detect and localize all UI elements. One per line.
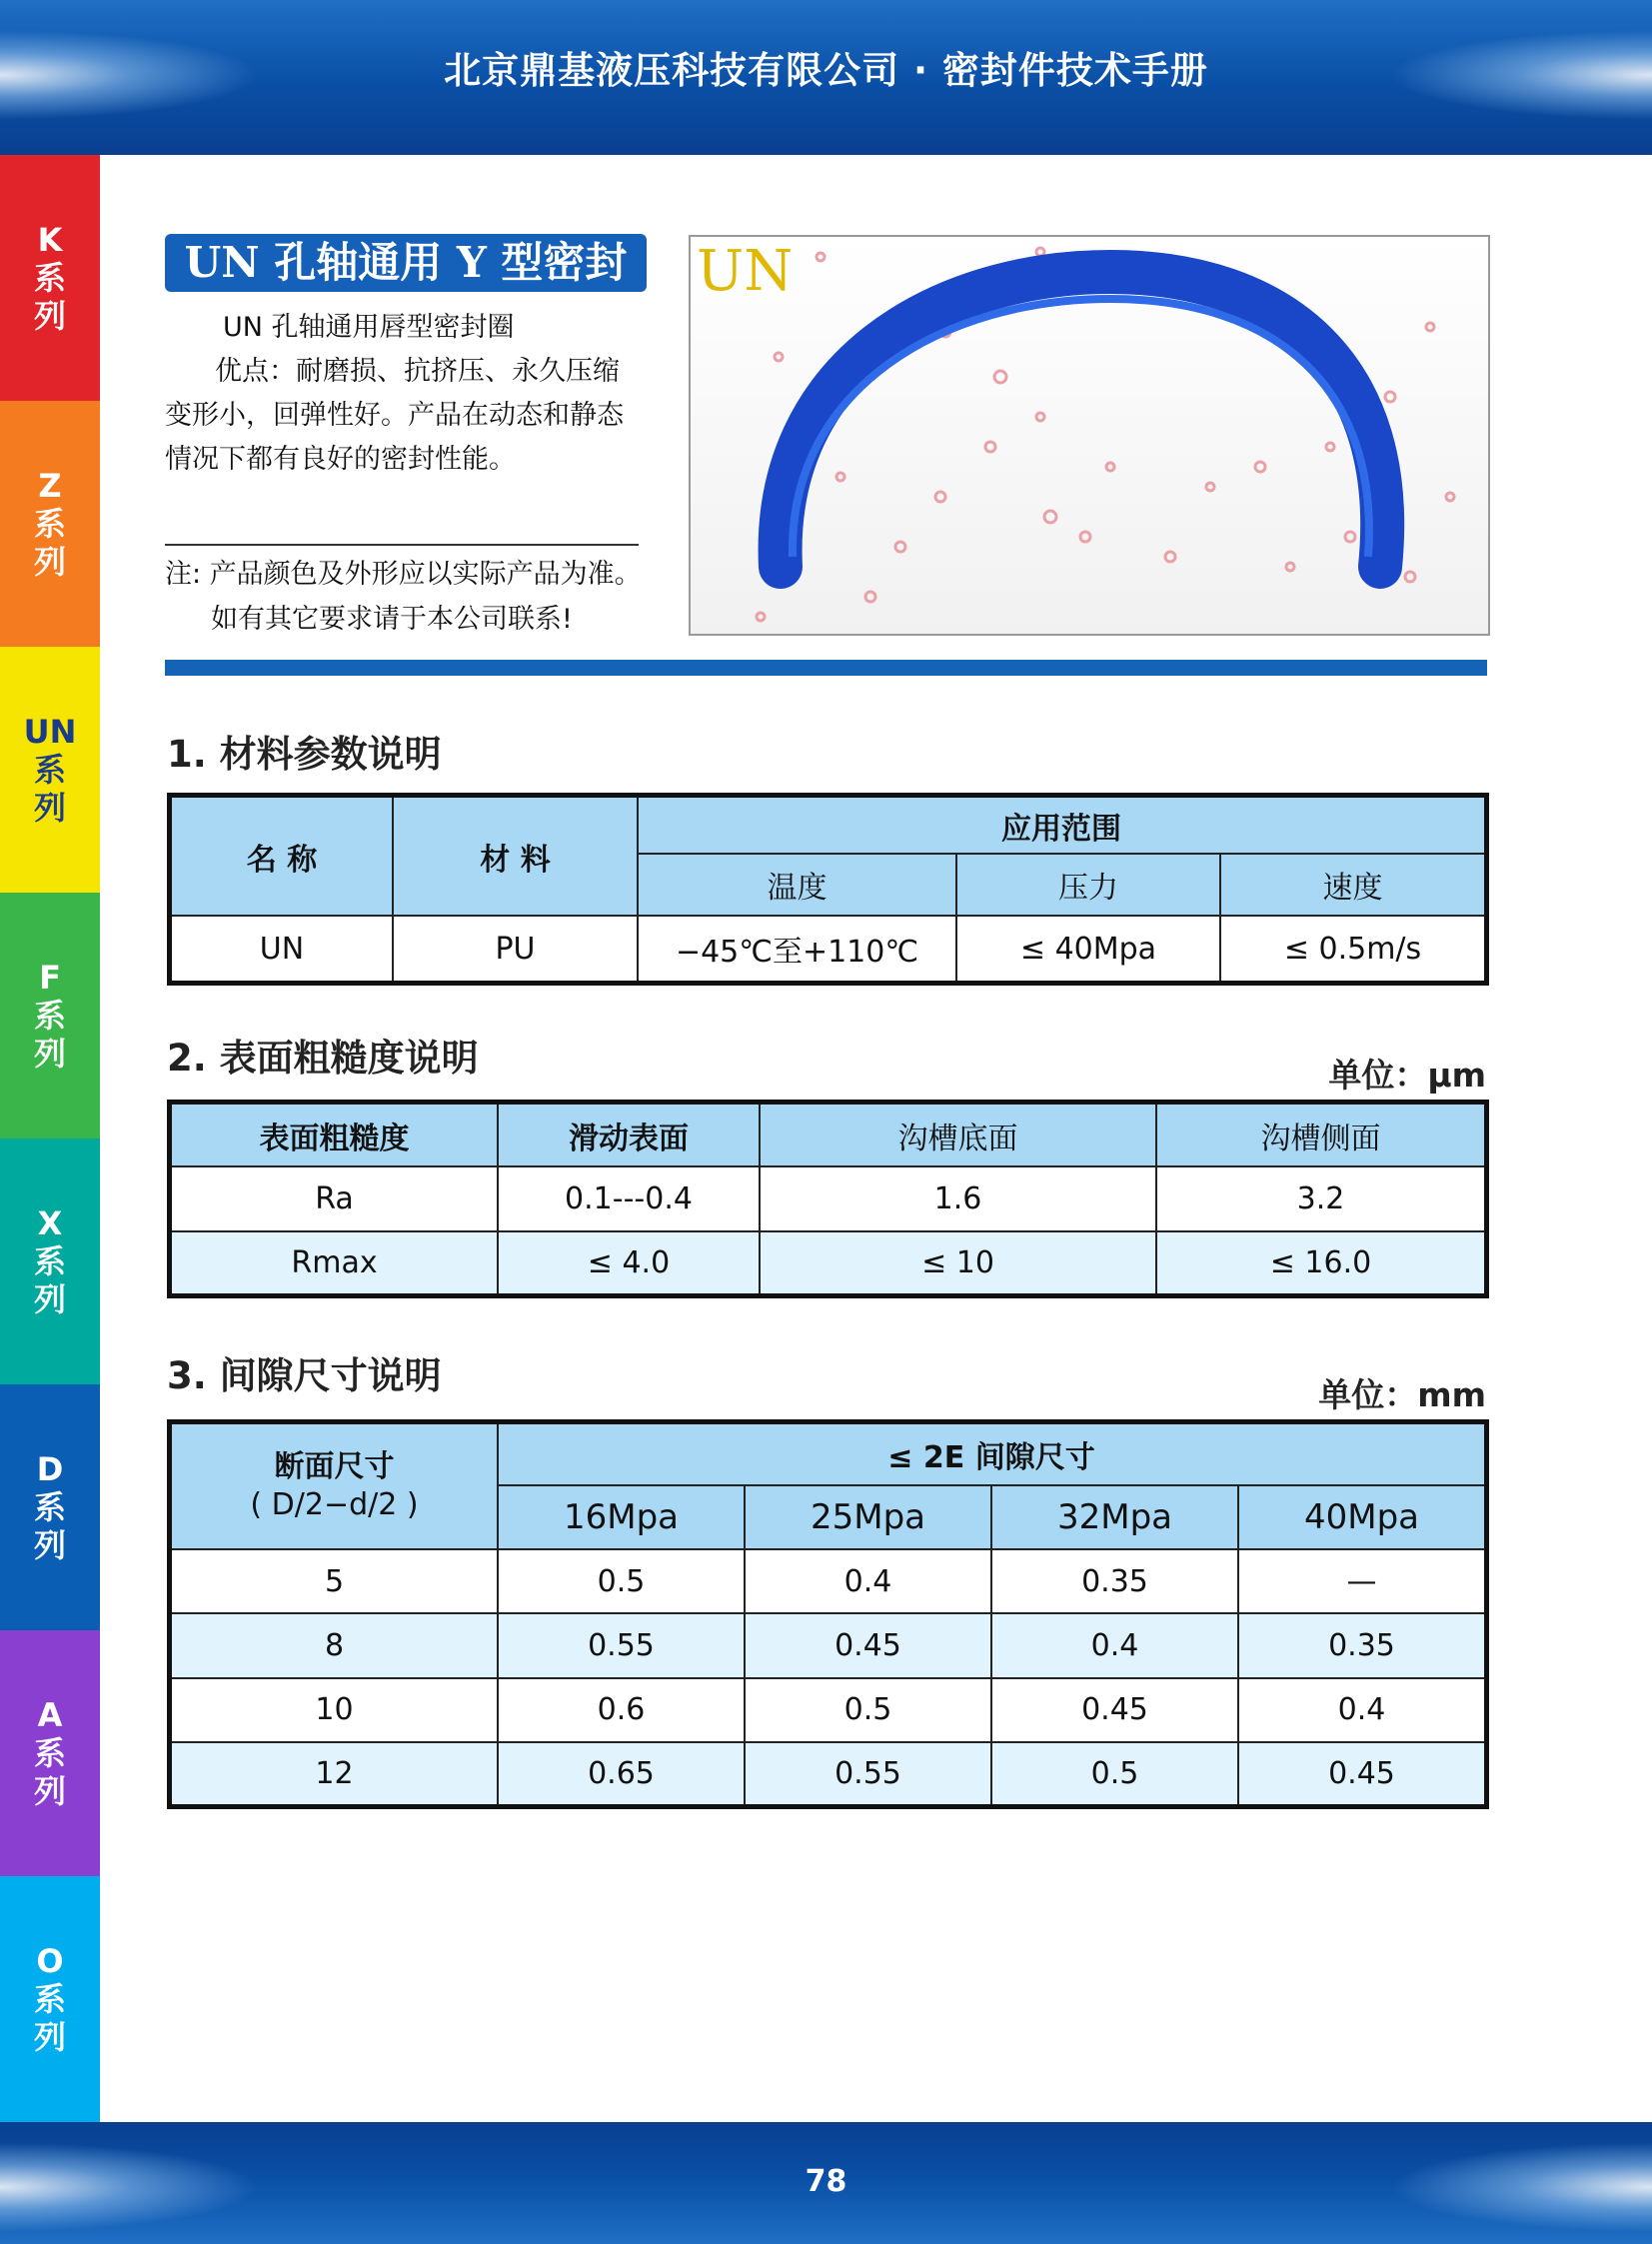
cell-material: PU [393, 916, 638, 983]
tab-letter: F [39, 959, 61, 997]
table-row [170, 1231, 1487, 1296]
table-cell: Rmax [170, 1231, 499, 1296]
table-cell: 0.45 [745, 1613, 991, 1677]
tab-letter: Z [38, 467, 62, 505]
table-cell: — [1238, 1549, 1487, 1613]
header-section-size [170, 1422, 499, 1550]
table-cell: 0.5 [498, 1549, 745, 1613]
sidebar-tab-x-series[interactable] [0, 1138, 100, 1384]
table-cell: 0.4 [991, 1613, 1238, 1677]
table-cell: 0.4 [1238, 1678, 1487, 1742]
table-cell: Ra [170, 1166, 499, 1231]
tab-letter: X [37, 1204, 63, 1242]
tab-char: 列 [33, 543, 66, 581]
sidebar-tab-d-series[interactable] [0, 1384, 100, 1630]
tab-char: 列 [33, 1280, 66, 1318]
table-row [170, 1742, 1487, 1806]
tab-char: 列 [33, 2018, 66, 2056]
table-cell: 0.5 [745, 1678, 991, 1742]
tab-char: 系 [33, 1242, 66, 1280]
header-application-range: 应用范围 [638, 796, 1487, 855]
table-cell: 0.6 [498, 1678, 745, 1742]
header-pressure-25: 25Mpa [745, 1485, 991, 1549]
section-2-title: 2. 表面粗糙度说明 [167, 1037, 479, 1080]
header-roughness: 表面粗糙度 [170, 1103, 499, 1167]
product-note-line-1: 注: 产品颜色及外形应以实际产品为准。 [165, 559, 642, 590]
header-speed: 速度 [1220, 854, 1487, 916]
tab-char: 系 [33, 1734, 66, 1772]
product-advantages-line-1: 优点：耐磨损、抗挤压、永久压缩 [215, 356, 620, 387]
section-2-unit: 单位：μm [1328, 1056, 1486, 1095]
tab-char: 列 [33, 297, 66, 335]
table-cell: 0.55 [745, 1742, 991, 1806]
sidebar-tab-un-series[interactable] [0, 647, 100, 893]
table-cell: 5 [170, 1549, 499, 1613]
header-groove-side: 沟槽侧面 [1156, 1103, 1487, 1167]
table-cell: 12 [170, 1742, 499, 1806]
tab-char: 系 [33, 1980, 66, 2018]
tab-char: 系 [33, 1488, 66, 1526]
table-cell: 0.1---0.4 [498, 1166, 760, 1231]
table-cell: 0.4 [745, 1549, 991, 1613]
table-cell: 0.35 [991, 1549, 1238, 1613]
table-cell: 0.45 [1238, 1742, 1487, 1806]
tab-char: 列 [33, 1772, 66, 1810]
sidebar-tab-z-series[interactable] [0, 401, 100, 647]
product-note-line-2: 如有其它要求请于本公司联系! [211, 604, 573, 635]
header-pressure-40: 40Mpa [1238, 1485, 1487, 1549]
photo-label: UN [697, 239, 794, 304]
product-name-line: UN 孔轴通用唇型密封圈 [223, 312, 515, 343]
table-cell: 1.6 [760, 1166, 1156, 1231]
cell-pressure: ≤ 40Mpa [956, 916, 1220, 983]
header-name: 名 称 [170, 796, 394, 917]
table-cell: 0.55 [498, 1613, 745, 1677]
tab-char: 列 [33, 789, 66, 827]
table-cell: 8 [170, 1613, 499, 1677]
header-pressure: 压力 [956, 854, 1220, 916]
header-sliding-surface: 滑动表面 [498, 1103, 760, 1167]
page-header-title: 北京鼎基液压科技有限公司 · 密封件技术手册 [444, 49, 1208, 92]
table-cell: 0.5 [991, 1742, 1238, 1806]
section-3-unit: 单位：mm [1318, 1375, 1486, 1414]
tab-letter: K [37, 221, 63, 259]
header-clearance-group: ≤ 2E 间隙尺寸 [498, 1422, 1487, 1485]
table-cell: ≤ 4.0 [498, 1231, 760, 1296]
table-cell: 10 [170, 1678, 499, 1742]
note-divider [165, 544, 639, 546]
tab-char: 系 [33, 997, 66, 1035]
product-title: UN 孔轴通用 Y 型密封 [165, 234, 647, 292]
header-groove-bottom: 沟槽底面 [760, 1103, 1156, 1167]
table-row [170, 1678, 1487, 1742]
header-pressure-32: 32Mpa [991, 1485, 1238, 1549]
header-section-size-label: 断面尺寸 [274, 1449, 395, 1485]
tab-char: 系 [33, 259, 66, 297]
clearance-size-table [167, 1419, 1489, 1809]
table-cell: ≤ 16.0 [1156, 1231, 1487, 1296]
header-pressure-16: 16Mpa [498, 1485, 745, 1549]
surface-roughness-table [167, 1100, 1489, 1298]
seal-ring-illustration [691, 237, 1488, 634]
product-advantages-line-3: 情况下都有良好的密封性能。 [165, 444, 516, 475]
tab-letter: A [37, 1696, 63, 1734]
section-rule [165, 660, 1487, 676]
cell-speed: ≤ 0.5m/s [1220, 916, 1487, 983]
section-3-title: 3. 间隙尺寸说明 [167, 1354, 442, 1397]
table-row [170, 1613, 1487, 1677]
table-cell: 0.45 [991, 1678, 1238, 1742]
footer-band [0, 2122, 1652, 2244]
tab-char: 列 [33, 1526, 66, 1564]
table-row [170, 1549, 1487, 1613]
sidebar-tab-o-series[interactable] [0, 1876, 100, 2122]
product-advantages-line-2: 变形小，回弹性好。产品在动态和静态 [165, 400, 624, 431]
table-row [170, 1166, 1487, 1231]
sidebar-tab-a-series[interactable] [0, 1630, 100, 1876]
header-band [0, 0, 1652, 155]
header-temperature: 温度 [638, 854, 956, 916]
tab-char: 系 [33, 751, 66, 789]
table-cell: ≤ 10 [760, 1231, 1156, 1296]
page-number: 78 [805, 2164, 847, 2199]
tab-char: 列 [33, 1035, 66, 1073]
tab-letter: D [36, 1450, 64, 1488]
table-cell: 0.65 [498, 1742, 745, 1806]
header-material: 材 料 [393, 796, 638, 917]
cell-name: UN [170, 916, 394, 983]
section-1-title: 1. 材料参数说明 [167, 733, 442, 776]
table-cell: 0.35 [1238, 1613, 1487, 1677]
tab-letter: UN [23, 713, 77, 751]
series-sidebar [0, 155, 100, 2122]
sidebar-tab-f-series[interactable] [0, 893, 100, 1138]
table-cell: 3.2 [1156, 1166, 1487, 1231]
tab-char: 系 [33, 505, 66, 543]
tab-letter: O [36, 1942, 64, 1980]
cell-temperature: −45℃至+110℃ [638, 916, 956, 983]
header-section-size-formula: ( D/2−d/2 ) [250, 1487, 419, 1523]
sidebar-tab-k-series[interactable] [0, 155, 100, 401]
product-photo [689, 235, 1490, 636]
material-parameters-table [167, 793, 1489, 986]
